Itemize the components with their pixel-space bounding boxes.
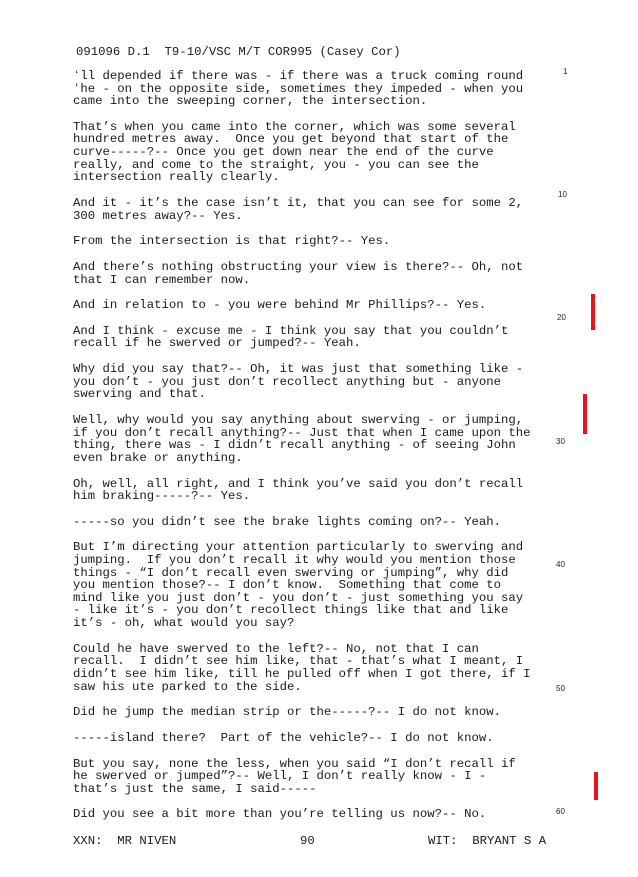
line-number: 60 — [556, 807, 565, 816]
paragraph: But you say, none the less, when you said “I don’t recall if he swerved or jumped”?-- Well, I don’t really know - I - that’s just the same, I said----- — [73, 756, 516, 796]
paragraph: And it - it’s the case isn’t it, that you can see for some 2, 300 metres away?-- Yes. — [73, 195, 524, 223]
paragraph: -----so you didn’t see the brake lights coming on?-- Yeah. — [73, 514, 502, 529]
paragraph: But I’m directing your attention particularly to swerving and jumping. If you don’t recall it why would you mention those things - “I don’t recall even swerving or jumping”, why did you mention those?-- I don’t know. Something that come to mind like you just don’t - you don’t - just something you say - like it’s - you don’t recollect things like that and like it’s - oh, what would you say? — [73, 540, 524, 631]
paragraph: That’s when you came into the corner, which was some several hundred metres away. Once you get beyond that start of the curve-----?-- Once you get down near the end of the curve really, and come to the straight, you - you can see the intersection really clearly. — [73, 119, 516, 185]
line-number: 30 — [556, 437, 565, 446]
red-margin-mark — [591, 294, 595, 330]
paragraph: Well, why would you say anything about swerving - or jumping, if you don’t recall anything?-- Just that when I came upon the thing, there was - I didn’t recall anything - of seeing John even brake or anything. — [73, 413, 531, 465]
footer-page-number: 90 — [300, 834, 315, 848]
paragraph: And I think - excuse me - I think you say that you couldn’t recall if he swerved or jumped?-- Yeah. — [73, 323, 509, 351]
paragraph: From the intersection is that right?-- Yes. — [73, 234, 391, 249]
line-number: 20 — [557, 313, 566, 322]
red-margin-mark — [583, 394, 587, 434]
line-number: 10 — [558, 190, 567, 199]
paragraph: Could he have swerved to the left?-- No, not that I can recall. I didn’t see him like, that - that’s what I meant, I didn’t see him like, till he pulled off when I got there, if I saw his ute parked to the side. — [73, 641, 531, 694]
transcript-body — [73, 70, 545, 834]
line-number: 50 — [556, 684, 565, 693]
paragraph: And there’s nothing obstructing your view is there?-- Oh, not that I can remember now. — [73, 259, 524, 287]
paragraph: Did he jump the median strip or the-----?-- I do not know. — [73, 705, 502, 720]
footer-examiner: XXN: MR NIVEN — [73, 834, 177, 848]
line-number: 40 — [556, 560, 565, 569]
paragraph: -----island there? Part of the vehicle?-- I do not know. — [73, 730, 494, 745]
paragraph: ʻll depended if there was - if there was a truck coming round ʻhe - on the opposite side, sometimes they impeded - when you came into the sweeping corner, the intersection. — [73, 69, 524, 109]
page-header: 091096 D.1 T9-10/VSC M/T COR995 (Casey Cor) — [76, 45, 401, 59]
paragraph: Did you see a bit more than you’re telling us now?-- No. — [73, 807, 487, 822]
paragraph: And in relation to - you were behind Mr Phillips?-- Yes. — [73, 298, 487, 313]
red-margin-mark — [594, 772, 598, 800]
paragraph: Oh, well, all right, and I think you’ve said you don’t recall him braking-----?-- Yes. — [73, 476, 524, 504]
footer-witness: WIT: BRYANT S A — [428, 834, 547, 848]
paragraph: Why did you say that?-- Oh, it was just that something like - you don’t - you just don’t recollect anything but - anyone swerving and that. — [73, 362, 524, 402]
line-number: 1 — [563, 67, 568, 76]
